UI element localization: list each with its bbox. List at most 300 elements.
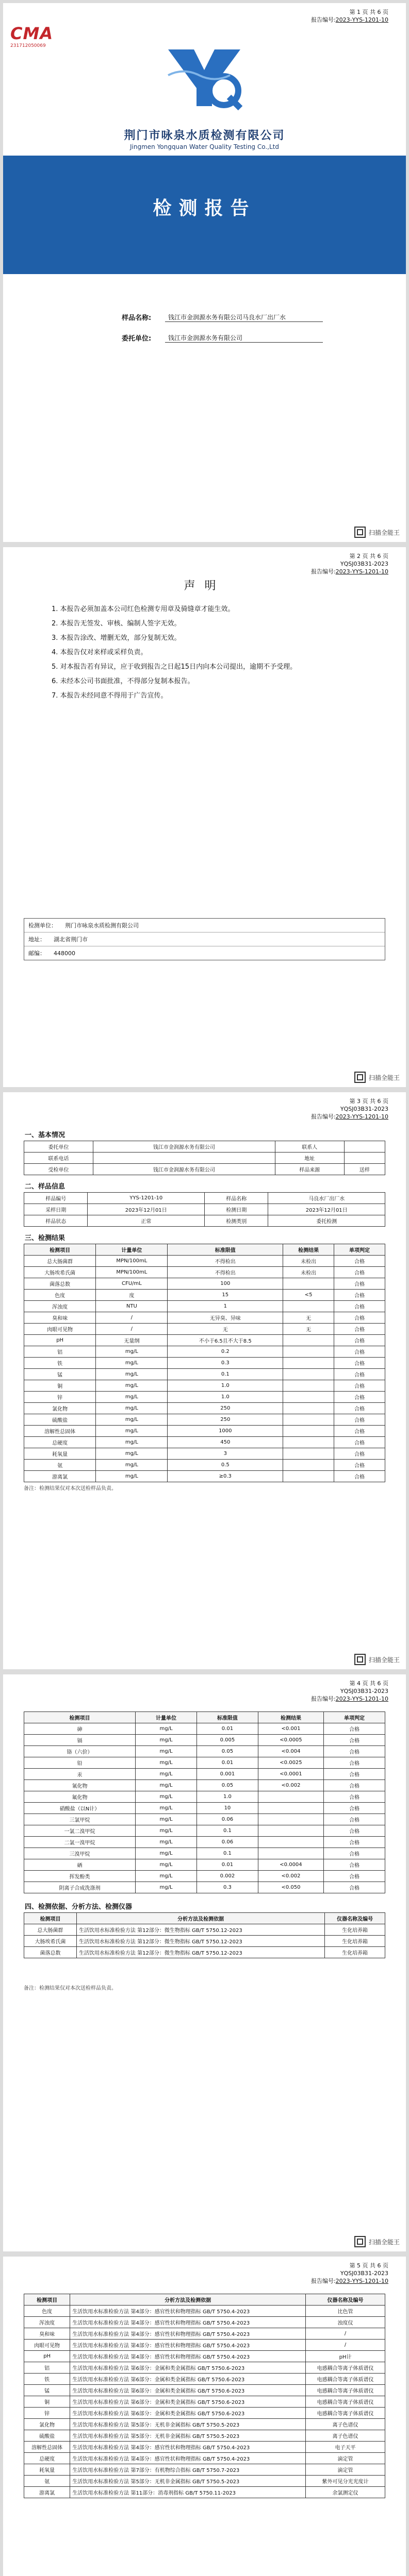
result-cell: 挥发酚类 — [24, 1871, 136, 1882]
contact-label: 邮编： — [28, 950, 45, 957]
result-row — [24, 1825, 385, 1837]
field-value: 钱江市金润源水务有限公司马良水厂出厂水 — [165, 313, 323, 322]
result-cell: 菌落总数 — [24, 1278, 96, 1290]
method-cell: 氨 — [24, 2476, 70, 2487]
result-row — [24, 1859, 385, 1871]
method-cell: 余氯测定仪 — [306, 2487, 385, 2498]
method-cell: 生活饮用水标准检验方法 第12部分：微生物指标 GB/T 5750.12-2023 — [76, 1924, 324, 1936]
result-cell: 大肠埃希氏菌 — [24, 1267, 96, 1278]
result-cell: 三氯甲烷 — [24, 1814, 136, 1825]
result-cell: 0.1 — [168, 1369, 283, 1380]
method-cell: / — [306, 2340, 385, 2351]
result-cell: ≥0.3 — [168, 1471, 283, 1482]
basic-info-cell — [344, 1153, 385, 1164]
cma-mark: CMA — [10, 24, 54, 43]
result-row — [24, 1324, 385, 1335]
result-cell: 不得检出 — [168, 1267, 283, 1278]
result-cell: 0.05 — [197, 1780, 258, 1791]
result-row — [24, 1803, 385, 1814]
method-cell: 硫酸盐 — [24, 2430, 70, 2442]
result-cell: 硫酸盐 — [24, 1414, 96, 1426]
result-cell: MPN/100mL — [96, 1256, 168, 1267]
report-no-label: 报告编号: — [310, 568, 336, 575]
footnote: 备注：检测结果仅对本次送检样品负责。 — [24, 1986, 117, 1991]
result-row — [24, 1848, 385, 1859]
method-cell: 肉眼可见物 — [24, 2340, 70, 2351]
result-row — [24, 1769, 385, 1780]
method-cell: 电感耦合等离子体质谱仪 — [306, 2362, 385, 2374]
result-cell: mg/L — [96, 1414, 168, 1426]
method-cell: 生化培养箱 — [325, 1936, 385, 1947]
sample-info-cell: 马良水厂出厂水 — [268, 1193, 385, 1204]
result-cell — [258, 1814, 323, 1825]
sample-info-cell: 样品编号 — [24, 1193, 88, 1204]
result-cell: 0.001 — [197, 1769, 258, 1780]
scanner-icon — [354, 1072, 366, 1083]
page-indicator: 第 5 页 共 6 页 — [349, 2262, 388, 2269]
result-cell: 溶解性总固体 — [24, 1426, 96, 1437]
method-cell: 生活饮用水标准检验方法 第6部分：金属和类金属指标 GB/T 5750.6-2023 — [70, 2362, 306, 2374]
basic-info-cell — [344, 1141, 385, 1153]
method-cell: 耗氧量 — [24, 2464, 70, 2476]
result-cell — [258, 1803, 323, 1814]
result-cell: 合格 — [334, 1392, 385, 1403]
statement-item: 3. 本报告涂改、增删无效，部分复制无效。 — [52, 634, 181, 642]
page-indicator: 第 4 页 共 6 页 — [349, 1680, 388, 1687]
method-cell: 比色管 — [306, 2306, 385, 2317]
result-cell: 阴离子合成洗涤剂 — [24, 1882, 136, 1893]
method-cell: 生活饮用水标准检验方法 第4部分：感官性状和物理指标 GB/T 5750.4-2023 — [70, 2442, 306, 2453]
result-cell: 合格 — [334, 1403, 385, 1414]
method-cell: pH计 — [306, 2351, 385, 2362]
result-cell: mg/L — [136, 1825, 197, 1837]
result-cell — [283, 1426, 334, 1437]
contact-value: 湖北省荆门市 — [54, 936, 88, 943]
contact-row — [24, 946, 385, 960]
statement-item: 2. 本报告无签发、审核、编制人签字无效。 — [52, 620, 181, 628]
result-cell: 臭和味 — [24, 1312, 96, 1324]
report-no: 2023-YYS-1201-10 — [335, 2278, 388, 2284]
report-no: 2023-YYS-1201-10 — [335, 1113, 388, 1120]
method-cell: 总大肠菌群 — [24, 1924, 77, 1936]
result-cell — [283, 1392, 334, 1403]
statement-item: 4. 本报告仅对来样或采样负责。 — [52, 649, 148, 656]
method-cell: 臭和味 — [24, 2328, 70, 2340]
result-cell: 10 — [197, 1803, 258, 1814]
basic-info-cell: 样品来源 — [275, 1164, 344, 1175]
result-cell: mg/L — [136, 1837, 197, 1848]
result-row — [24, 1346, 385, 1358]
doc-no: YQSJ03B31-2023 — [340, 2270, 388, 2277]
basic-info-row — [24, 1164, 385, 1175]
result-cell: 合格 — [334, 1369, 385, 1380]
result-cell: 硒 — [24, 1859, 136, 1871]
result-cell: mg/L — [136, 1848, 197, 1859]
result-cell: 合格 — [334, 1437, 385, 1448]
method-cell: 生活饮用水标准检验方法 第7部分：有机物综合指标 GB/T 5750.7-2023 — [70, 2464, 306, 2476]
result-cell — [258, 1791, 323, 1803]
contact-value: 荆门市咏泉水质检测有限公司 — [65, 922, 139, 929]
result-cell: 合格 — [324, 1825, 385, 1837]
result-cell: 无 — [168, 1324, 283, 1335]
method-cell: 生化培养箱 — [325, 1947, 385, 1958]
result-row — [24, 1791, 385, 1803]
result-row — [24, 1735, 385, 1746]
result-cell: 0.1 — [197, 1825, 258, 1837]
result-cell: 1.0 — [168, 1392, 283, 1403]
result-cell: mg/L — [136, 1803, 197, 1814]
method-cell: 生活饮用水标准检验方法 第6部分：金属和类金属指标 GB/T 5750.6-2023 — [70, 2374, 306, 2385]
result-cell: 3 — [168, 1448, 283, 1460]
result-cell: 一氯二溴甲烷 — [24, 1825, 136, 1837]
method-cell: 锰 — [24, 2385, 70, 2396]
result-header-cell: 单项判定 — [324, 1712, 385, 1723]
result-cell: 游离氯 — [24, 1471, 96, 1482]
result-cell: 合格 — [324, 1769, 385, 1780]
result-header-cell: 检测结果 — [258, 1712, 323, 1723]
result-cell: mg/L — [96, 1358, 168, 1369]
report-no-label: 报告编号: — [310, 1696, 336, 1702]
result-cell: mg/L — [96, 1392, 168, 1403]
result-cell: 氰化物 — [24, 1780, 136, 1791]
basic-info-row — [24, 1141, 385, 1153]
method-cell: 锌 — [24, 2408, 70, 2419]
result-cell: 0.002 — [197, 1871, 258, 1882]
method-header-cell: 分析方法及检测依据 — [70, 2294, 306, 2306]
result-cell: / — [96, 1324, 168, 1335]
method-cell: 滴定管 — [306, 2464, 385, 2476]
method-cell: 生活饮用水标准检验方法 第11部分：消毒剂指标 GB/T 5750.11-2023 — [70, 2487, 306, 2498]
section-title: 一、基本情况 — [25, 1131, 66, 1139]
result-row — [24, 1757, 385, 1769]
result-row — [24, 1312, 385, 1324]
result-cell: mg/L — [136, 1882, 197, 1893]
sample-info-cell: 样品状态 — [24, 1215, 88, 1227]
result-cell: 合格 — [324, 1871, 385, 1882]
basic-info-cell: 送样 — [344, 1164, 385, 1175]
result-cell: 0.06 — [197, 1814, 258, 1825]
result-cell: <0.0001 — [258, 1769, 323, 1780]
result-cell: 250 — [168, 1403, 283, 1414]
result-cell: 合格 — [334, 1301, 385, 1312]
report-title: 检测报告 — [153, 198, 256, 219]
result-cell: 铜 — [24, 1380, 96, 1392]
method-row — [24, 1936, 385, 1947]
result-cell: 1.0 — [168, 1380, 283, 1392]
result-cell: CFU/mL — [96, 1278, 168, 1290]
section-title: 二、样品信息 — [25, 1183, 66, 1191]
sample-info-row — [24, 1215, 385, 1227]
method-cell: / — [306, 2328, 385, 2340]
result-cell: mg/L — [136, 1791, 197, 1803]
result-header-cell: 检测结果 — [283, 1244, 334, 1256]
basic-info-cell: 钱江市金润源水务有限公司 — [93, 1164, 275, 1175]
result-header-cell: 计量单位 — [136, 1712, 197, 1723]
statement-item: 1. 本报告必须加盖本公司红色检测专用章及骑缝章才能生效。 — [52, 605, 235, 613]
result-cell — [283, 1471, 334, 1482]
section-title: 三、检测结果 — [25, 1234, 66, 1242]
basic-info-table — [24, 1141, 385, 1175]
methods-table-1 — [24, 1912, 385, 1958]
result-cell: 合格 — [324, 1791, 385, 1803]
result-cell: mg/L — [96, 1460, 168, 1471]
method-row — [24, 2385, 385, 2396]
method-header-cell: 仪器名称及编号 — [306, 2294, 385, 2306]
method-cell: 生活饮用水标准检验方法 第5部分：无机非金属指标 GB/T 5750.5-2023 — [70, 2476, 306, 2487]
result-cell: 合格 — [324, 1735, 385, 1746]
statement-title: 声明 — [184, 580, 225, 592]
result-cell: MPN/100mL — [96, 1267, 168, 1278]
result-cell: 0.3 — [168, 1358, 283, 1369]
method-cell: 生活饮用水标准检验方法 第4部分：感官性状和物理指标 GB/T 5750.4-2023 — [70, 2453, 306, 2464]
contact-box — [24, 918, 385, 960]
result-cell: 合格 — [324, 1814, 385, 1825]
result-cell: <0.002 — [258, 1871, 323, 1882]
result-cell: 合格 — [324, 1882, 385, 1893]
sample-info-cell: YYS-1201-10 — [88, 1193, 205, 1204]
result-cell: 总大肠菌群 — [24, 1256, 96, 1267]
result-row — [24, 1335, 385, 1346]
company-logo-icon — [163, 39, 246, 111]
result-cell — [258, 1837, 323, 1848]
basic-info-cell: 联系人 — [275, 1141, 344, 1153]
result-row — [24, 1723, 385, 1735]
method-row — [24, 2362, 385, 2374]
method-cell: 铝 — [24, 2362, 70, 2374]
result-cell: 0.5 — [168, 1460, 283, 1471]
result-cell: 合格 — [334, 1448, 385, 1460]
result-cell: 铅 — [24, 1757, 136, 1769]
method-cell: 生活饮用水标准检验方法 第4部分：感官性状和物理指标 GB/T 5750.4-2023 — [70, 2351, 306, 2362]
method-cell: 铜 — [24, 2396, 70, 2408]
result-row — [24, 1437, 385, 1448]
result-cell: 铁 — [24, 1358, 96, 1369]
contact-row — [24, 919, 385, 933]
result-cell: 合格 — [324, 1723, 385, 1735]
result-cell: <0.0005 — [258, 1735, 323, 1746]
result-cell: 二氯一溴甲烷 — [24, 1837, 136, 1848]
result-cell — [283, 1278, 334, 1290]
basic-info-row — [24, 1153, 385, 1164]
method-row — [24, 2374, 385, 2385]
method-cell: 滴定管 — [306, 2453, 385, 2464]
result-header-cell: 单项判定 — [334, 1244, 385, 1256]
result-row — [24, 1392, 385, 1403]
method-cell: 生活饮用水标准检验方法 第6部分：金属和类金属指标 GB/T 5750.6-2023 — [70, 2385, 306, 2396]
results-table-2 — [24, 1711, 385, 1893]
method-row — [24, 2351, 385, 2362]
sample-info-cell: 检测类别 — [204, 1215, 268, 1227]
page-header — [311, 552, 388, 575]
statement-page — [3, 547, 406, 1087]
method-cell: 电感耦合等离子体质谱仪 — [306, 2385, 385, 2396]
method-cell: 生活饮用水标准检验方法 第4部分：感官性状和物理指标 GB/T 5750.4-2023 — [70, 2306, 306, 2317]
method-row — [24, 2442, 385, 2453]
basic-info-cell: 钱江市金润源水务有限公司 — [93, 1141, 275, 1153]
method-cell: 总硬度 — [24, 2453, 70, 2464]
result-cell — [283, 1301, 334, 1312]
result-cell: 合格 — [334, 1312, 385, 1324]
page-indicator: 第 2 页 共 6 页 — [349, 553, 388, 560]
contact-value: 448000 — [54, 950, 75, 957]
result-cell: mg/L — [136, 1723, 197, 1735]
sample-info-row — [24, 1193, 385, 1204]
result-cell: 合格 — [334, 1426, 385, 1437]
basic-info-cell: 地址 — [275, 1153, 344, 1164]
result-cell: 0.01 — [197, 1723, 258, 1735]
method-cell: 大肠埃希氏菌 — [24, 1936, 77, 1947]
results-page-1 — [3, 1092, 406, 1669]
method-row — [24, 2430, 385, 2442]
company-name-en: Jingmen Yongquan Water Quality Testing Co.,Ltd — [129, 143, 279, 150]
scan-watermark — [354, 2236, 400, 2247]
methods-table-2 — [24, 2294, 385, 2498]
sample-info-cell: 正常 — [88, 1215, 205, 1227]
result-cell: 0.2 — [168, 1346, 283, 1358]
result-cell: mg/L — [96, 1448, 168, 1460]
result-cell: mg/L — [96, 1346, 168, 1358]
result-cell — [283, 1358, 334, 1369]
result-row — [24, 1460, 385, 1471]
method-cell: 生活饮用水标准检验方法 第5部分：无机非金属指标 GB/T 5750.5-2023 — [70, 2419, 306, 2430]
result-cell: mg/L — [136, 1757, 197, 1769]
scanner-icon — [354, 527, 366, 538]
method-cell: 菌落总数 — [24, 1947, 77, 1958]
result-cell: 合格 — [334, 1358, 385, 1369]
page-header — [311, 2262, 388, 2285]
contact-label: 检测单位： — [28, 922, 57, 929]
scan-label: 扫描全能王 — [368, 1656, 400, 1664]
page-header — [311, 1097, 388, 1121]
result-row — [24, 1471, 385, 1482]
basic-info-cell — [93, 1153, 275, 1164]
result-cell: 色度 — [24, 1290, 96, 1301]
result-cell: 无量纲 — [96, 1335, 168, 1346]
scan-watermark — [354, 1654, 400, 1665]
sample-info-row — [24, 1204, 385, 1215]
method-header-cell: 仪器名称及编号 — [325, 1913, 385, 1924]
result-cell: mg/L — [96, 1426, 168, 1437]
result-row — [24, 1278, 385, 1290]
method-cell: 生活饮用水标准检验方法 第4部分：感官性状和物理指标 GB/T 5750.4-2023 — [70, 2340, 306, 2351]
result-cell: 氯化物 — [24, 1403, 96, 1414]
scan-watermark — [354, 1072, 400, 1083]
method-row — [24, 1924, 385, 1936]
result-cell — [258, 1848, 323, 1859]
cover-field-client — [122, 333, 323, 343]
result-header-cell: 检测项目 — [24, 1712, 136, 1723]
result-row — [24, 1256, 385, 1267]
methods-page-1 — [3, 2257, 406, 2576]
result-cell: 汞 — [24, 1769, 136, 1780]
result-row — [24, 1882, 385, 1893]
results-page-2 — [3, 1674, 406, 2251]
result-cell: mg/L — [136, 1746, 197, 1757]
method-row — [24, 2487, 385, 2498]
method-row — [24, 1947, 385, 1958]
report-no: 2023-YYS-1201-10 — [335, 1696, 388, 1702]
method-cell: 离子色谱仪 — [306, 2419, 385, 2430]
sample-info-cell: 检测日期 — [204, 1204, 268, 1215]
result-cell: 1000 — [168, 1426, 283, 1437]
sample-info-cell: 样品名称 — [204, 1193, 268, 1204]
result-cell: 合格 — [324, 1859, 385, 1871]
method-header-cell: 检测项目 — [24, 2294, 70, 2306]
result-row — [24, 1358, 385, 1369]
method-cell: 浑浊度 — [24, 2317, 70, 2328]
statement-item: 6. 未经本公司书面批准，不得部分复制本报告。 — [52, 677, 194, 685]
result-cell: NTU — [96, 1301, 168, 1312]
method-row — [24, 2340, 385, 2351]
method-header-cell: 检测项目 — [24, 1913, 77, 1924]
scan-label: 扫描全能王 — [368, 529, 400, 536]
result-cell: mg/L — [136, 1735, 197, 1746]
result-cell: 合格 — [334, 1278, 385, 1290]
page-header — [311, 8, 388, 24]
cover-page — [3, 3, 406, 542]
method-cell: 电子天平 — [306, 2442, 385, 2453]
result-cell: 镉 — [24, 1735, 136, 1746]
result-cell: 合格 — [334, 1335, 385, 1346]
method-row — [24, 2317, 385, 2328]
sample-info-cell: 2023年12月01日 — [268, 1204, 385, 1215]
result-cell: 氟化物 — [24, 1791, 136, 1803]
result-cell: 合格 — [334, 1324, 385, 1335]
method-cell: 生活饮用水标准检验方法 第5部分：无机非金属指标 GB/T 5750.5-2023 — [70, 2430, 306, 2442]
result-row — [24, 1403, 385, 1414]
result-cell: 100 — [168, 1278, 283, 1290]
result-cell: 三溴甲烷 — [24, 1848, 136, 1859]
method-cell: 游离氯 — [24, 2487, 70, 2498]
method-row — [24, 2328, 385, 2340]
method-cell: 电感耦合等离子体质谱仪 — [306, 2396, 385, 2408]
result-cell: 耗氧量 — [24, 1448, 96, 1460]
cover-field-sample — [122, 312, 323, 322]
result-cell: 合格 — [324, 1803, 385, 1814]
result-cell: 合格 — [334, 1414, 385, 1426]
result-cell — [283, 1380, 334, 1392]
method-row — [24, 2453, 385, 2464]
sample-info-cell: 采样日期 — [24, 1204, 88, 1215]
result-cell: mg/L — [136, 1769, 197, 1780]
result-cell: 1 — [168, 1301, 283, 1312]
result-cell: 未检出 — [283, 1267, 334, 1278]
basic-info-cell: 委托单位 — [24, 1141, 93, 1153]
result-cell: 250 — [168, 1414, 283, 1426]
cma-logo — [10, 24, 53, 48]
result-cell: 不小于6.5且不大于8.5 — [168, 1335, 283, 1346]
result-cell: mg/L — [96, 1437, 168, 1448]
statement-item: 7. 本报告未经同意不得用于广告宣传。 — [52, 692, 168, 700]
result-cell: 0.05 — [197, 1746, 258, 1757]
method-cell: 电感耦合等离子体质谱仪 — [306, 2374, 385, 2385]
footnote: 备注：检测结果仅对本次送检样品负责。 — [24, 1486, 117, 1492]
result-row — [24, 1267, 385, 1278]
report-no: 2023-YYS-1201-10 — [335, 16, 388, 23]
doc-no: YQSJ03B31-2023 — [340, 1688, 388, 1694]
result-cell: 1.0 — [197, 1791, 258, 1803]
method-row — [24, 2419, 385, 2430]
result-cell: 浑浊度 — [24, 1301, 96, 1312]
result-row — [24, 1290, 385, 1301]
result-cell: <0.002 — [258, 1780, 323, 1791]
result-cell: 合格 — [334, 1290, 385, 1301]
result-cell: 合格 — [324, 1757, 385, 1769]
sample-info-table — [24, 1192, 385, 1227]
result-cell: 0.3 — [197, 1882, 258, 1893]
basic-info-cell: 受检单位 — [24, 1164, 93, 1175]
result-row — [24, 1448, 385, 1460]
